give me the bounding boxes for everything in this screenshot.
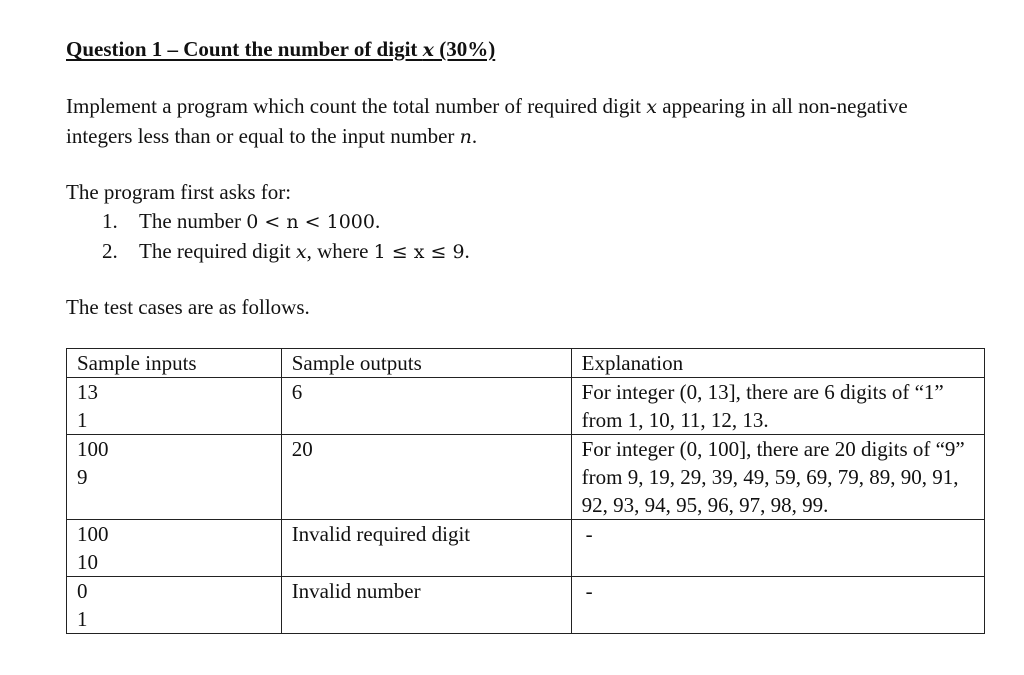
explanation-cell xyxy=(571,520,984,577)
input-value: 0 xyxy=(77,579,88,603)
item-math: x xyxy=(295,241,307,263)
description-var-x: x xyxy=(646,96,657,118)
explanation-cell: For integer (0, 100], there are 20 digits of “9” from 9, 19, 29, 39, 49, 59, 69, 79, 89, 90, 91, 92, 93, 94, 95, 96, 97, 98, 99. xyxy=(571,435,984,520)
explanation-dash: - xyxy=(585,579,593,603)
table-row xyxy=(67,378,985,435)
item-number: 1. xyxy=(102,209,118,233)
description-var-n: n xyxy=(459,126,472,148)
item-math: 0 < n < 1000 xyxy=(246,211,375,233)
input-cell xyxy=(67,577,282,634)
header-sample-outputs: Sample outputs xyxy=(281,349,571,378)
input-value: 100 xyxy=(77,522,109,546)
requirements-intro: The program first asks for: xyxy=(66,180,292,204)
explanation-cell xyxy=(571,577,984,634)
heading-suffix: (30%) xyxy=(433,37,496,61)
test-cases-table xyxy=(66,348,985,634)
item-mid-text: , where xyxy=(306,239,374,263)
requirements-list xyxy=(66,207,470,267)
requirement-item xyxy=(102,207,470,237)
input-value: 10 xyxy=(77,550,98,574)
description-text-3: . xyxy=(471,124,478,148)
question-heading xyxy=(66,34,986,65)
item-end: . xyxy=(464,239,470,263)
heading-variable: x xyxy=(422,39,434,61)
test-cases-intro: The test cases are as follows. xyxy=(66,295,310,319)
input-value: 1 xyxy=(77,607,88,631)
description-text-1: Implement a program which count the total number of required digit xyxy=(66,94,647,118)
item-text: The required digit xyxy=(139,239,296,263)
input-requirements xyxy=(66,178,470,267)
table-row xyxy=(67,435,985,520)
output-cell: 6 xyxy=(281,378,571,435)
description-text-2: appearing in all non-negative integers less than or equal to the input number xyxy=(66,94,908,148)
problem-description xyxy=(66,92,976,152)
explanation-dash: - xyxy=(585,522,593,546)
table-row xyxy=(67,577,985,634)
header-explanation: Explanation xyxy=(571,349,984,378)
table-row xyxy=(67,520,985,577)
requirement-item xyxy=(102,237,470,267)
output-cell: 20 xyxy=(281,435,571,520)
table-header-row xyxy=(67,349,985,378)
input-cell xyxy=(67,378,282,435)
input-value: 1 xyxy=(77,408,88,432)
item-math-range: 1 ≤ x ≤ 9 xyxy=(373,241,465,263)
output-cell: Invalid required digit xyxy=(281,520,571,577)
item-end: . xyxy=(374,209,381,233)
input-value: 100 xyxy=(77,437,109,461)
input-cell xyxy=(67,520,282,577)
heading-prefix: Question 1 – Count the number of digit xyxy=(66,37,423,61)
document-page xyxy=(66,34,986,631)
input-value: 9 xyxy=(77,465,88,489)
item-text: The number xyxy=(139,209,247,233)
output-cell: Invalid number xyxy=(281,577,571,634)
input-cell xyxy=(67,435,282,520)
header-sample-inputs: Sample inputs xyxy=(67,349,282,378)
explanation-cell: For integer (0, 13], there are 6 digits of “1” from 1, 10, 11, 12, 13. xyxy=(571,378,984,435)
item-number: 2. xyxy=(102,239,118,263)
input-value: 13 xyxy=(77,380,98,404)
